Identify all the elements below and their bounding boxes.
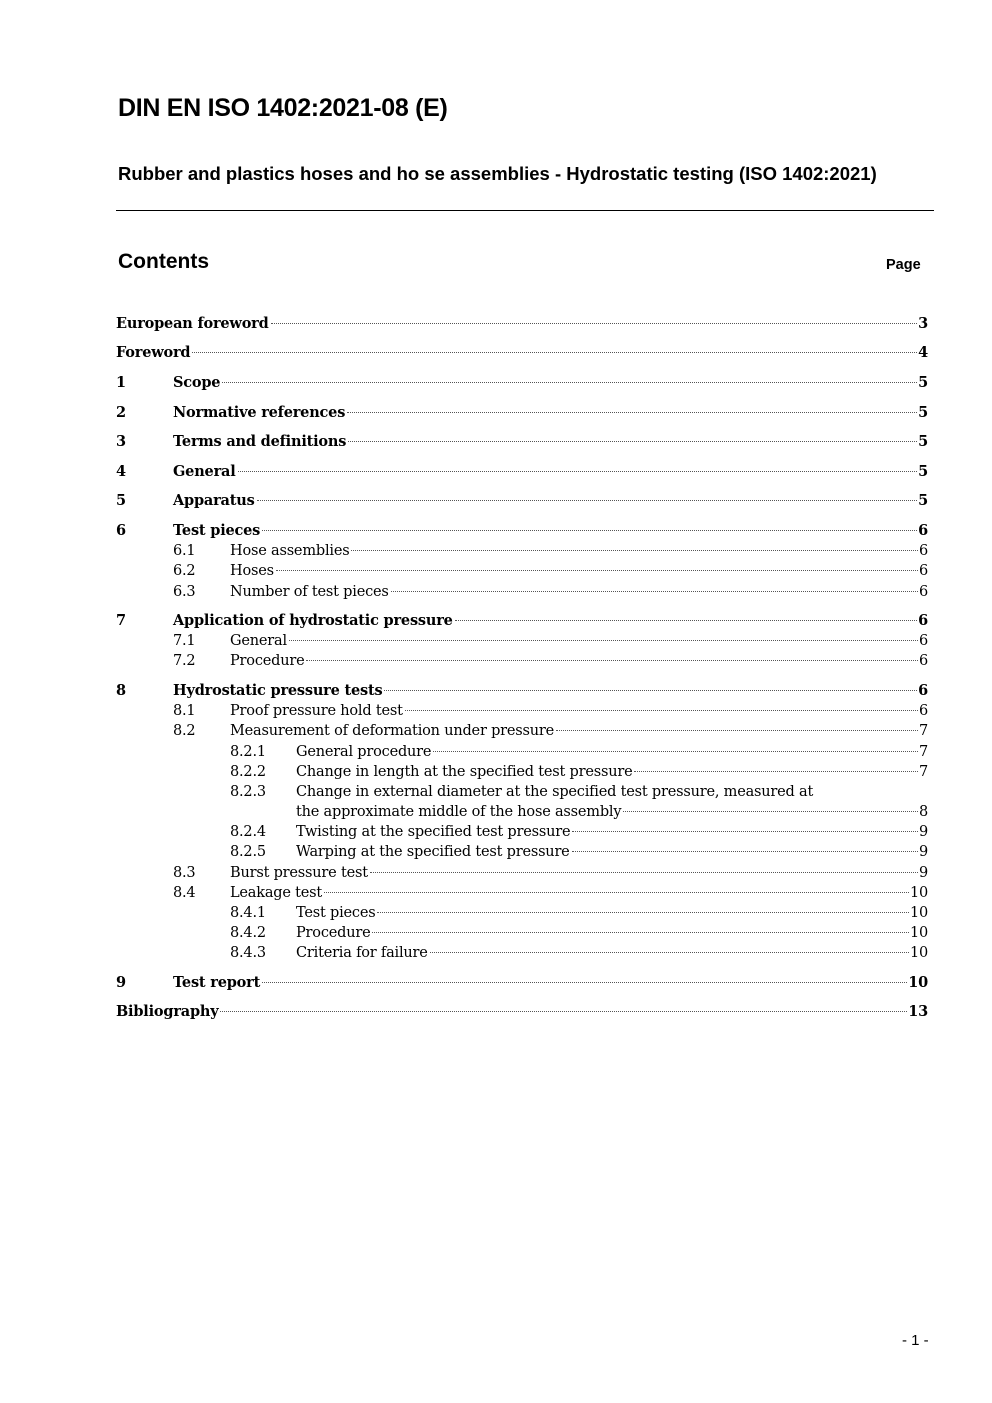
toc-entry-page: 7 xyxy=(918,723,928,739)
leader-dots xyxy=(384,689,917,691)
toc-entry-page: 6 xyxy=(918,633,928,649)
toc-entry-page: 6 xyxy=(918,522,928,539)
leader-dots xyxy=(623,810,918,812)
toc-entry-text: General xyxy=(173,463,236,480)
toc-entry-page: 3 xyxy=(918,315,928,332)
toc-entry-8-2-3-continued[interactable] xyxy=(116,802,928,822)
toc-entry-6-3[interactable] xyxy=(116,582,928,602)
toc-entry-page: 13 xyxy=(908,1003,928,1020)
toc-entry-european-foreword[interactable] xyxy=(116,314,928,334)
toc-entry-number: 6 xyxy=(116,522,126,539)
leader-dots xyxy=(222,381,917,383)
toc-entry-page: 10 xyxy=(908,974,928,991)
toc-entry-number: 8.2.1 xyxy=(230,744,266,760)
toc-entry-number: 4 xyxy=(116,463,126,480)
toc-entry-text: Hoses xyxy=(230,563,274,579)
toc-entry-page: 6 xyxy=(918,653,928,669)
toc-entry-text: Change in length at the specified test pressure xyxy=(296,764,633,780)
toc-entry-page: 5 xyxy=(918,374,928,391)
toc-entry-number: 9 xyxy=(116,974,126,991)
leader-dots xyxy=(262,529,917,531)
leader-dots xyxy=(271,322,918,324)
toc-entry-number: 3 xyxy=(116,433,126,450)
toc-entry-number: 8.4 xyxy=(173,885,196,901)
toc-entry-page: 5 xyxy=(918,433,928,450)
toc-entry-number: 7.1 xyxy=(173,633,196,649)
page-column-label: Page xyxy=(886,257,921,273)
leader-dots xyxy=(377,911,908,913)
leader-dots xyxy=(556,729,918,731)
toc-entry-bibliography[interactable] xyxy=(116,1002,928,1022)
toc-entry-number: 7.2 xyxy=(173,653,196,669)
toc-entry-text: Hose assemblies xyxy=(230,543,350,559)
toc-entry-number: 6.3 xyxy=(173,584,196,600)
toc-entry-text: Procedure xyxy=(296,925,371,941)
toc-entry-text: Hydrostatic pressure tests xyxy=(173,682,383,699)
contents-heading: Contents xyxy=(118,250,209,273)
toc-entry-text: Test pieces xyxy=(296,905,376,921)
toc-entry-text: Bibliography xyxy=(116,1003,219,1020)
toc-entry-page: 7 xyxy=(918,744,928,760)
toc-entry-number: 8.2.5 xyxy=(230,844,266,860)
toc-entry-page: 6 xyxy=(918,612,928,629)
toc-entry-text: Apparatus xyxy=(173,492,255,509)
toc-entry-1[interactable] xyxy=(116,373,928,393)
toc-entry-number: 5 xyxy=(116,492,126,509)
toc-entry-number: 8.3 xyxy=(173,865,196,881)
toc-entry-8-2-1[interactable] xyxy=(116,742,928,762)
toc-entry-number: 8.4.3 xyxy=(230,945,266,961)
toc-entry-6-1[interactable] xyxy=(116,541,928,561)
toc-entry-number: 2 xyxy=(116,404,126,421)
leader-dots xyxy=(455,619,917,621)
toc-entry-text: Terms and definitions xyxy=(173,433,347,450)
document-identifier: DIN EN ISO 1402:2021-08 (E) xyxy=(118,94,448,122)
leader-dots xyxy=(306,659,918,661)
toc-entry-text: Warping at the specified test pressure xyxy=(296,844,570,860)
toc-entry-8[interactable] xyxy=(116,681,928,701)
toc-entry-text: Criteria for failure xyxy=(296,945,428,961)
toc-entry-page: 5 xyxy=(918,463,928,480)
leader-dots xyxy=(257,499,918,501)
toc-entry-7-1[interactable] xyxy=(116,631,928,651)
toc-entry-page: 6 xyxy=(918,703,928,719)
leader-dots xyxy=(433,750,918,752)
toc-entry-text: Proof pressure hold test xyxy=(230,703,403,719)
toc-entry-page: 9 xyxy=(918,865,928,881)
toc-entry-text: Leakage test xyxy=(230,885,323,901)
toc-entry-8-2-4[interactable] xyxy=(116,822,928,842)
toc-entry-text: Application of hydrostatic pressure xyxy=(173,612,453,629)
toc-entry-page: 10 xyxy=(909,905,928,921)
toc-entry-5[interactable] xyxy=(116,491,928,511)
toc-entry-8-1[interactable] xyxy=(116,701,928,721)
toc-entry-text: Twisting at the specified test pressure xyxy=(296,824,571,840)
toc-entry-number: 8 xyxy=(116,682,126,699)
leader-dots xyxy=(192,351,917,353)
toc-entry-number: 8.2 xyxy=(173,723,196,739)
toc-entry-8-2-2[interactable] xyxy=(116,762,928,782)
toc-entry-8-2[interactable] xyxy=(116,721,928,741)
leader-dots xyxy=(405,709,918,711)
toc-entry-8-2-5[interactable] xyxy=(116,842,928,862)
toc-entry-page: 6 xyxy=(918,563,928,579)
toc-entry-page: 5 xyxy=(918,404,928,421)
leader-dots xyxy=(391,590,918,592)
toc-entry-text: Procedure xyxy=(230,653,305,669)
toc-entry-4[interactable] xyxy=(116,462,928,482)
toc-entry-number: 1 xyxy=(116,374,126,391)
toc-entry-text: Normative references xyxy=(173,404,346,421)
toc-entry-text: Test pieces xyxy=(173,522,261,539)
toc-entry-page: 9 xyxy=(918,824,928,840)
toc-entry-text-continued: the approximate middle of the hose assembly xyxy=(296,804,622,820)
toc-entry-number: 8.1 xyxy=(173,703,196,719)
toc-entry-page: 7 xyxy=(918,764,928,780)
toc-entry-number: 8.4.1 xyxy=(230,905,266,921)
leader-dots xyxy=(347,411,917,413)
toc-entry-foreword[interactable] xyxy=(116,343,928,363)
toc-entry-page: 9 xyxy=(918,844,928,860)
toc-entry-text: Change in external diameter at the specified test pressure, measured at xyxy=(296,784,814,800)
toc-entry-text: General xyxy=(230,633,287,649)
toc-entry-text: Burst pressure test xyxy=(230,865,368,881)
toc-entry-8-4-3[interactable] xyxy=(116,943,928,963)
toc-entry-page: 6 xyxy=(918,543,928,559)
toc-entry-number: 6.2 xyxy=(173,563,196,579)
toc-entry-6[interactable] xyxy=(116,521,928,541)
toc-entry-8-2-3[interactable] xyxy=(116,782,928,802)
toc-entry-number: 7 xyxy=(116,612,126,629)
leader-dots xyxy=(372,931,908,933)
toc-entry-8-4-1[interactable] xyxy=(116,903,928,923)
toc-entry-text: Test report xyxy=(173,974,261,991)
leader-dots xyxy=(220,1010,907,1012)
toc-entry-page: 5 xyxy=(918,492,928,509)
toc-entry-number: 8.2.3 xyxy=(230,784,266,800)
toc-entry-7[interactable] xyxy=(116,611,928,631)
toc-entry-page: 10 xyxy=(909,945,928,961)
toc-entry-2[interactable] xyxy=(116,403,928,423)
toc-entry-3[interactable] xyxy=(116,432,928,452)
leader-dots xyxy=(634,770,917,772)
toc-entry-page: 4 xyxy=(918,344,928,361)
toc-entry-9[interactable] xyxy=(116,973,928,993)
toc-entry-8-4-2[interactable] xyxy=(116,923,928,943)
toc-entry-text: Scope xyxy=(173,374,221,391)
toc-entry-7-2[interactable] xyxy=(116,651,928,671)
leader-dots xyxy=(572,830,918,832)
toc-entry-page: 10 xyxy=(909,885,928,901)
leader-dots xyxy=(348,440,917,442)
page-number: - 1 - xyxy=(902,1332,929,1349)
leader-dots xyxy=(324,891,909,893)
leader-dots xyxy=(572,850,918,852)
toc-entry-number: 8.2.4 xyxy=(230,824,266,840)
leader-dots xyxy=(430,951,909,953)
toc-entry-text: Foreword xyxy=(116,344,191,361)
toc-entry-page: 6 xyxy=(918,584,928,600)
toc-entry-page: 6 xyxy=(918,682,928,699)
toc-entry-text: European foreword xyxy=(116,315,269,332)
toc-entry-number: 8.2.2 xyxy=(230,764,266,780)
leader-dots xyxy=(238,470,918,472)
toc-entry-text: Measurement of deformation under pressure xyxy=(230,723,555,739)
leader-dots xyxy=(370,871,918,873)
leader-dots xyxy=(351,549,918,551)
toc-entry-text: General procedure xyxy=(296,744,432,760)
toc-entry-8-4[interactable] xyxy=(116,883,928,903)
document-title: Rubber and plastics hoses and ho se assemblies - Hydrostatic testing (ISO 1402:2021) xyxy=(118,163,877,184)
leader-dots xyxy=(262,981,907,983)
toc-entry-number: 8.4.2 xyxy=(230,925,266,941)
leader-dots xyxy=(276,569,918,571)
toc-entry-text: Number of test pieces xyxy=(230,584,389,600)
toc-entry-8-3[interactable] xyxy=(116,863,928,883)
toc-entry-page: 8 xyxy=(918,804,928,820)
toc-entry-number: 6.1 xyxy=(173,543,196,559)
toc-entry-page: 10 xyxy=(909,925,928,941)
leader-dots xyxy=(289,639,918,641)
toc-entry-6-2[interactable] xyxy=(116,561,928,581)
